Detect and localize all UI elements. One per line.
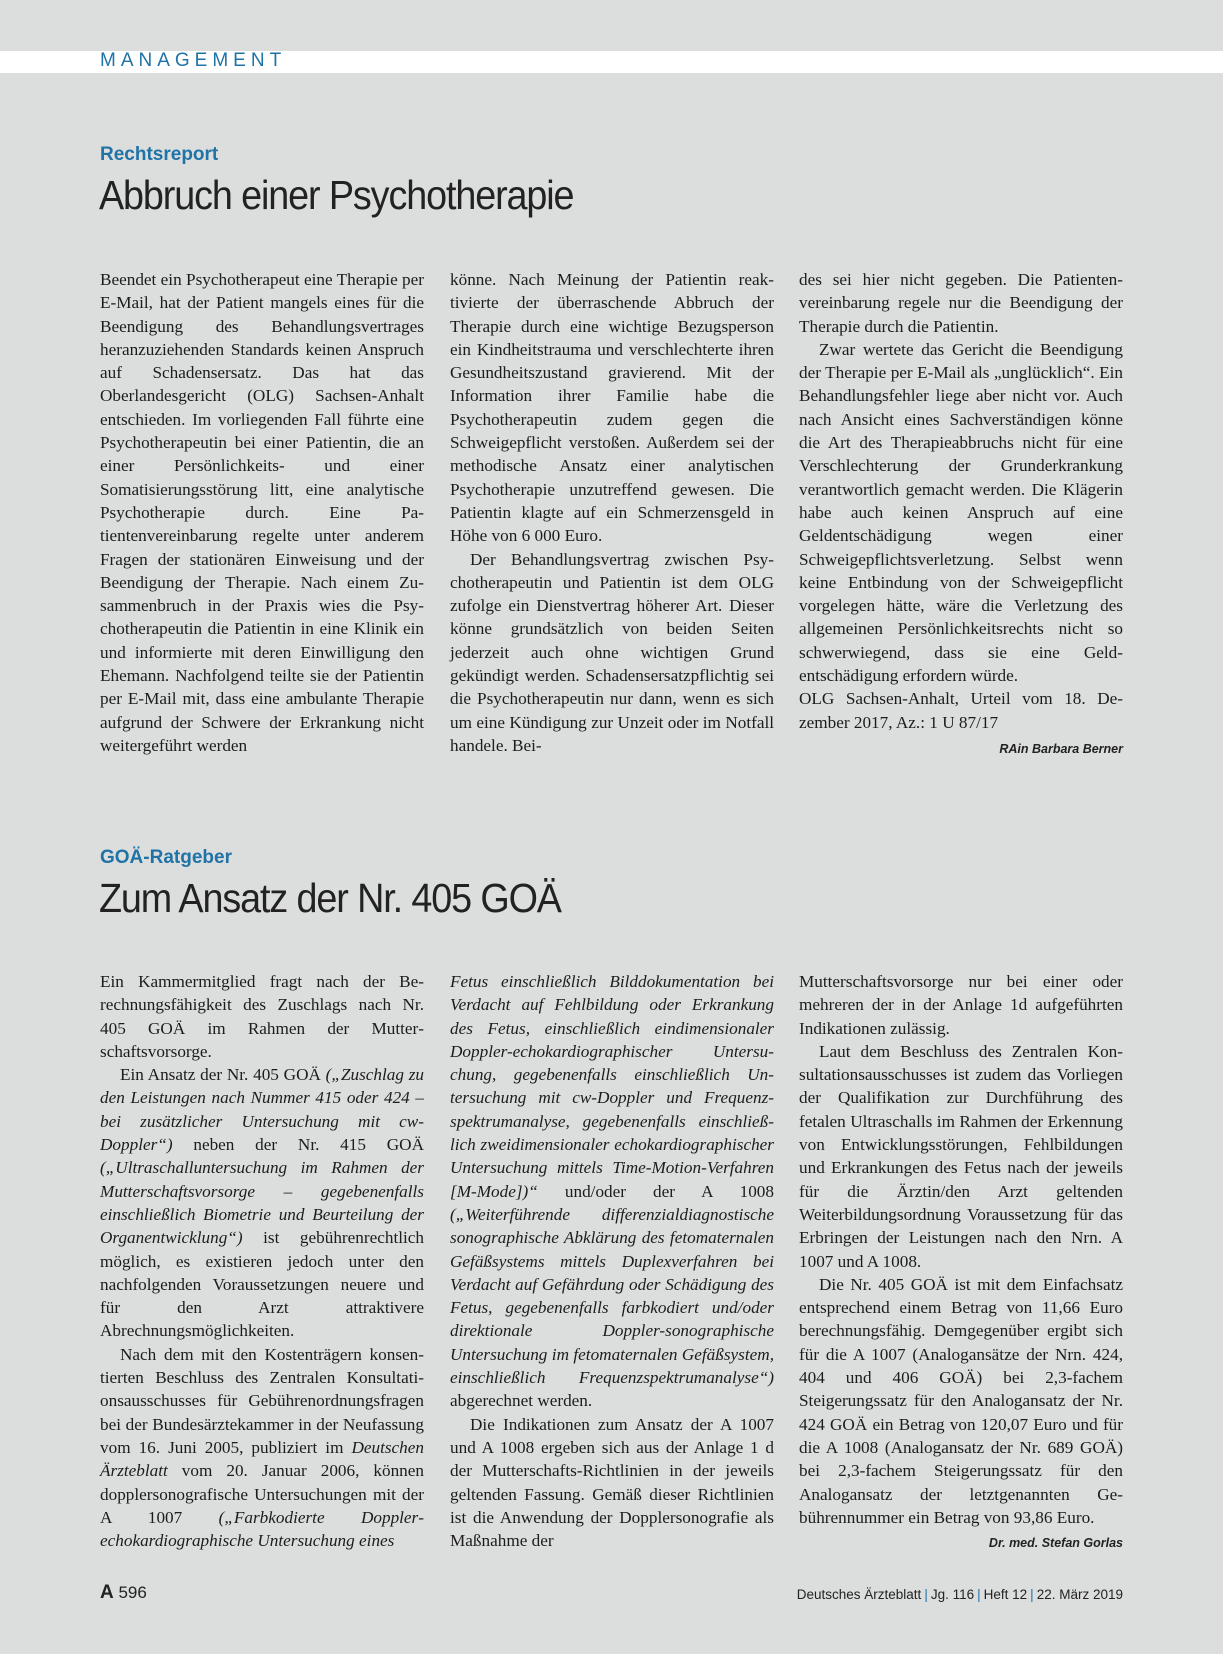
article1-column-3 bbox=[799, 268, 1123, 734]
separator: | bbox=[924, 1587, 928, 1602]
page-number: A 596 bbox=[100, 1582, 147, 1603]
article1-title: Abbruch einer Psychotherapie bbox=[99, 172, 574, 218]
paragraph: Mutterschaftsvorsorge nur bei einer oder mehreren der in der Anlage 1d aufgeführten Indikationen zulässig. bbox=[799, 972, 1123, 1038]
section-label: MANAGEMENT bbox=[100, 50, 287, 71]
paragraph: Ein Ansatz der Nr. 405 GOÄ („Zuschlag zu den Leistungen nach Nummer 415 oder 424 – bei zusätzlicher Untersuchung mit cw-Doppler“) neben der Nr. 415 GOÄ („Ultraschalluntersuchung im Rahmen der Mutterschaftsvorsorge – gegebenenfalls einschließlich Biometrie und Beurteilung der Organentwicklung“) ist gebührenrechtlich möglich, es existieren jedoch unter den nachfolgenden Voraussetzungen neuere und für den Arzt attraktivere Abrechnungsmöglichkeiten. bbox=[100, 1065, 425, 1341]
journal-info bbox=[797, 1587, 1123, 1602]
article2-column-3 bbox=[799, 970, 1123, 1529]
article2-title: Zum Ansatz der Nr. 405 GOÄ bbox=[99, 875, 561, 921]
journal-name: Deutsches Ärzteblatt bbox=[796, 1587, 922, 1602]
article2-author: Dr. med. Stefan Gorlas bbox=[988, 1536, 1123, 1550]
article1-column-1 bbox=[100, 268, 424, 757]
paragraph: Beendet ein Psychotherapeut eine Therapie per E-Mail, hat der Patient mangels eines für die Beendigung des Behandlungsvertrages heranzuziehenden Standards keinen Anspruch auf Schadensersatz. Das hat das Oberlandesgericht (OLG) Sachsen-Anhalt entschieden. Im vorliegenden Fall führte eine Psychotherapeutin bei einer Patientin, die an einer Persönlichkeits- und einer Somatisierungsstörung litt, eine analytische Psychotherapie durch. Eine Patientenvereinbarung regelte unter anderem Fragen der stationären Einweisung und der Beendigung der Therapie. Nach einem Zusammenbruch in der Praxis wies die Psychotherapeutin die Patientin in eine Klinik ein und informierte mit deren Einwilligung den Ehemann. Nachfolgend teilte sie der Patientin per E-Mail mit, dass eine ambulante Therapie aufgrund der Schwere der Erkrankung nicht weitergeführt werden bbox=[100, 270, 424, 755]
article2-column-2 bbox=[450, 970, 774, 1552]
paragraph: könne. Nach Meinung der Patientin reaktivierte der überraschende Abbruch der Therapie durch eine wichtige Bezugsperson ein Kindheitstrauma und verschlechterte ihren Gesundheitszustand gravierend. Mit der Information ihrer Familie habe die Psychotherapeutin zudem gegen die Schweigepflicht verstoßen. Außerdem sei der methodische Ansatz einer analytischen Psychotherapie unzutreffend gewesen. Die Patientin klagte auf ein Schmerzensgeld in Höhe von 6 000 Euro. bbox=[450, 270, 774, 546]
journal-date: 22. März 2019 bbox=[1036, 1587, 1123, 1602]
article1-kicker: Rechtsreport bbox=[100, 144, 219, 165]
paragraph: Fetus einschließlich Bilddokumentation bei Verdacht auf Fehlbildung oder Erkrankung des Fetus, einschließlich eindimensionaler Doppler-echokardiographischer Untersuchung, gegebenenfalls einschließlich Untersuchung mit cw-Doppler und Frequenzspektrumanalyse, gegebenenfalls einschließlich zweidimensionaler echokardiographischer Untersuchung mittels Time-Motion-Verfahren [M-Mode])“ und/oder der A 1008 („Weiterführende differenzialdiagnostische sonographische Abklärung des fetomaternalen Gefäßsystems mittels Duplexverfahren bei Verdacht auf Gefährdung oder Schädigung des Fetus, gegebenenfalls farbkodiert und/oder direktionale Doppler-sonographische Untersuchung im fetomaternalen Gefäßsystem, einschließlich Frequenzspektrumanalyse“) abgerechnet werden. bbox=[450, 972, 774, 1411]
separator: | bbox=[1030, 1587, 1034, 1602]
article2-kicker: GOÄ-Ratgeber bbox=[100, 847, 232, 868]
paragraph: Nach dem mit den Kostenträgern konsentierten Beschluss des Zentralen Konsultationsausschusses für Gebührenordnungsfragen bei der Bundesärztekammer in der Neufassung vom 16. Juni 2005, publiziert im Deutschen Ärzteblatt vom 20. Januar 2006, können dopplersonografische Untersuchungen mit der A 1007 („Farbkodierte Dopplerechokardiographische Untersuchung eines bbox=[100, 1344, 424, 1551]
journal-issue: Heft 12 bbox=[983, 1587, 1028, 1602]
paragraph: Der Behandlungsvertrag zwischen Psychotherapeutin und Patientin ist dem OLG zufolge ein Dienstvertrag höherer Art. Dieser könne grundsätzlich von beiden Seiten jederzeit auch ohne wichtigen Grund gekündigt werden. Schadensersatzpflichtig sei die Psychotherapeutin nur dann, wenn es sich um eine Kündigung zur Unzeit oder im Notfall handele. Bei- bbox=[450, 549, 774, 755]
paragraph: Laut dem Beschluss des Zentralen Konsultationsausschusses ist zudem das Vorliegen der Qualifikation zur Durchführung des fetalen Ultraschalls im Rahmen der Erkennung von Entwicklungsstörungen, Fehlbildungen und Erkrankungen des Fetus nach der jeweils für die Ärztin/den Arzt geltenden Weiterbildungsordnung Voraussetzung für das Erbringen der Leistungen nach den Nrn. A 1007 und A 1008. bbox=[799, 1041, 1123, 1271]
journal-volume: Jg. 116 bbox=[930, 1587, 975, 1602]
paragraph: des sei hier nicht gegeben. Die Patientenvereinbarung regele nur die Beendigung der Therapie durch die Patientin. bbox=[799, 270, 1123, 336]
paragraph: Die Nr. 405 GOÄ ist mit dem Einfachsatz entsprechend einem Betrag von 11,66 Euro berechnungsfähig. Demgegenüber ergibt sich für die A 1007 (Analogansätze der Nrn. 424, 404 und 406 GOÄ) bei 2,3-fachem Steigerungssatz für den Analogansatz der Nr. 424 GOÄ ein Betrag von 120,07 Euro und für die A 1008 (Analogansatz der Nr. 689 GOÄ) bei 2,3-fachem Steigerungssatz für den Analogansatz der letztgenannten Gebührennummer ein Betrag von 93,86 Euro. bbox=[799, 1274, 1123, 1527]
article1-author: RAin Barbara Berner bbox=[999, 742, 1123, 756]
article2-column-1 bbox=[100, 970, 424, 1552]
separator: | bbox=[977, 1587, 981, 1602]
paragraph: Die Indikationen zum Ansatz der A 1007 und A 1008 ergeben sich aus der Anlage 1 d der Mutterschafts-Richtlinien in der jeweils geltenden Fassung. Gemäß dieser Richtlinien ist die Anwendung der Dopplersonografie als Maßnahme der bbox=[450, 1414, 774, 1551]
paragraph: Zwar wertete das Gericht die Beendigung der Therapie per E-Mail als „unglücklich“. Ein Behandlungsfehler liege aber nicht vor. Auch nach Ansicht eines Sachverständigen könne die Art des Therapieabbruchs nicht für eine Verschlechterung der Grunderkrankung verantwortlich gemacht werden. Die Klägerin habe auch keinen Anspruch auf eine Geldentschädigung wegen einer Schweigepflichtsverletzung. Selbst wenn keine Entbindung von der Schweigepflicht vorgelegen hätte, wäre die Verletzung des allgemeinen Persönlichkeitsrechts nicht so schwerwiegend, dass sie eine Geldentschädigung erfordern würde. bbox=[799, 339, 1123, 686]
article1-column-2 bbox=[450, 268, 774, 757]
citation: OLG Sachsen-Anhalt, Urteil vom 18. Dezember 2017, Az.: 1 U 87/17 bbox=[799, 689, 1123, 732]
paragraph: Ein Kammermitglied fragt nach der Berechnungsfähigkeit des Zuschlags nach Nr. 405 GOÄ im Rahmen der Mutterschaftsvorsorge. bbox=[100, 972, 424, 1061]
